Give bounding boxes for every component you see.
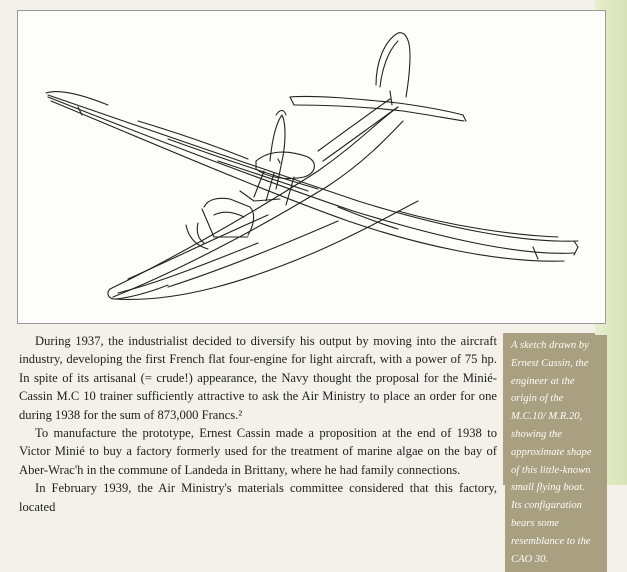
paragraph-2: To manufacture the prototype, Ernest Cassin made a proposition at the end of 1938 to Victor Minié to buy a factory formerly used for the treatment of marine algae on the bay of Aber-Wrac'h in the commune of Landeda in Brittany, where he had family connections. [19, 426, 497, 477]
aircraft-sketch-icon [18, 11, 607, 325]
sketch-figure [17, 10, 606, 324]
figure-caption: A sketch drawn by Ernest Cassin, the engineer at the origin of the M.C.10/ M.R.20, showing the approximate shape of this little-known small flying boat. Its configuration bears some resemblance to the CAO 30. [511, 335, 597, 572]
paragraph-3: In February 1939, the Air Ministry's materials committee considered that this factory, located [19, 481, 497, 514]
article-body [19, 332, 497, 516]
paragraph-1: During 1937, the industrialist decided to diversify his output by moving into the aircraft industry, developing the first French flat four-engine for light aircraft, with a power of 75 hp. In spite of its artisanal (= crude!) appearance, the Navy thought the proposal for the Minié-Cassin M.C 10 trainer sufficiently attractive to ask the Air Ministry to place an order for one during 1938 for the sum of 873,000 Francs.² [19, 334, 497, 422]
